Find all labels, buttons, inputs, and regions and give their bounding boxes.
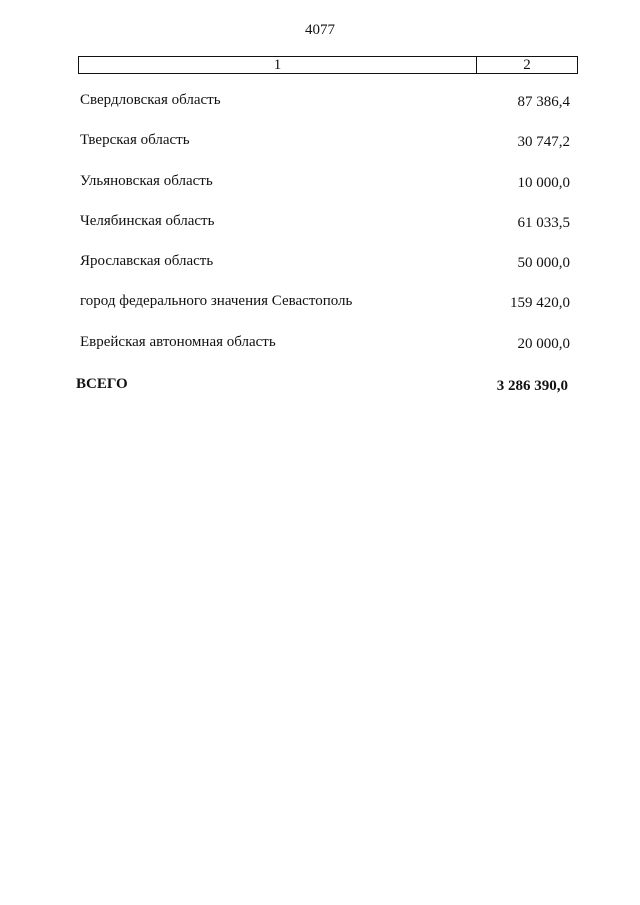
table-row [0, 126, 640, 166]
region-name: Ульяновская область [80, 172, 213, 189]
table-row [0, 86, 640, 126]
region-name: Свердловская область [80, 92, 221, 108]
table-row [0, 287, 640, 327]
region-name: Еврейская автономная область [80, 333, 276, 350]
table-row [0, 247, 640, 287]
table-row [0, 207, 640, 247]
table-body [0, 86, 640, 368]
column-header-1: 1 [79, 57, 477, 73]
column-header-2: 2 [523, 57, 531, 73]
region-value: 10 000,0 [517, 174, 570, 191]
region-name: Тверская область [80, 132, 190, 149]
region-name: город федерального значения Севастополь [80, 293, 353, 310]
region-value: 20 000,0 [517, 335, 570, 352]
table-row [0, 167, 640, 207]
region-name: Челябинская область [80, 212, 215, 229]
region-value: 61 033,5 [517, 214, 570, 231]
table-header [78, 56, 578, 74]
total-label: ВСЕГО [76, 376, 128, 392]
total-value: 3 286 390,0 [496, 378, 568, 394]
region-name: Ярославская область [80, 253, 214, 270]
region-value: 159 420,0 [510, 295, 570, 312]
region-value: 50 000,0 [517, 255, 570, 272]
total-row [0, 376, 640, 400]
table-row [0, 328, 640, 368]
region-value: 30 747,2 [517, 134, 570, 151]
region-value: 87 386,4 [517, 94, 570, 110]
page-number: 4077 [305, 22, 335, 38]
